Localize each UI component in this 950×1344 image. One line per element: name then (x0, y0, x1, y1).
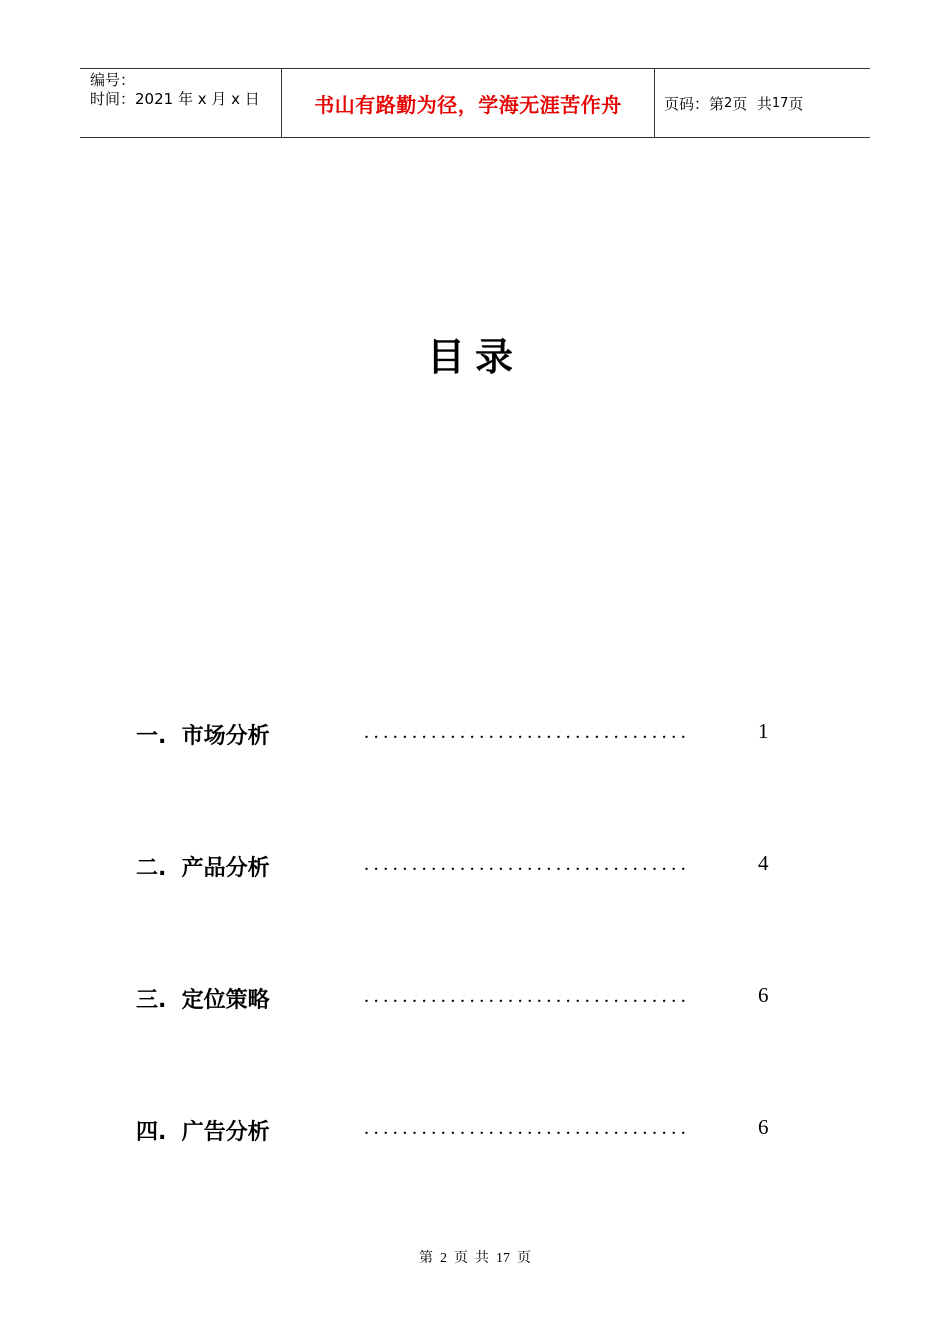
page-title: 目录 (426, 334, 523, 379)
page-footer: 第 2 页 共 17 页 (419, 1251, 531, 1266)
header-page-info (655, 69, 870, 137)
toc-entry-label: 四. 广告分析 (136, 1120, 270, 1145)
toc-entry-product[interactable] (136, 851, 776, 891)
document-number-label: 编号： (90, 71, 136, 89)
document-time-label: 时间：2021 年 x 月 x 日 (90, 90, 260, 108)
header-motto: 书山有路勤为径，学海无涯苦作舟 (281, 69, 655, 137)
page-mid: 页 共 (732, 94, 772, 113)
toc-entry-market[interactable] (136, 719, 776, 759)
page-current: 2 (724, 95, 733, 111)
toc-page-number: 6 (758, 1115, 769, 1139)
toc-entry-label: 二. 产品分析 (136, 856, 270, 881)
toc-entry-label: 一. 市场分析 (136, 724, 270, 749)
toc-entry-label: 三. 定位策略 (136, 988, 270, 1013)
page-suffix: 页 (788, 94, 804, 113)
page-prefix: 页码：第 (664, 94, 725, 113)
header-meta (80, 69, 281, 137)
toc-leader-dots: .................................. (364, 985, 691, 1007)
toc-page-number: 4 (758, 851, 769, 875)
toc-page-number: 1 (758, 719, 769, 743)
page-header (80, 68, 870, 138)
toc-leader-dots: .................................. (364, 721, 691, 743)
page-total: 17 (771, 95, 789, 111)
toc-entry-advertising[interactable] (136, 1115, 776, 1155)
toc-entry-positioning[interactable] (136, 983, 776, 1023)
toc-leader-dots: .................................. (364, 853, 691, 875)
toc-page-number: 6 (758, 983, 769, 1007)
toc-leader-dots: .................................. (364, 1117, 691, 1139)
